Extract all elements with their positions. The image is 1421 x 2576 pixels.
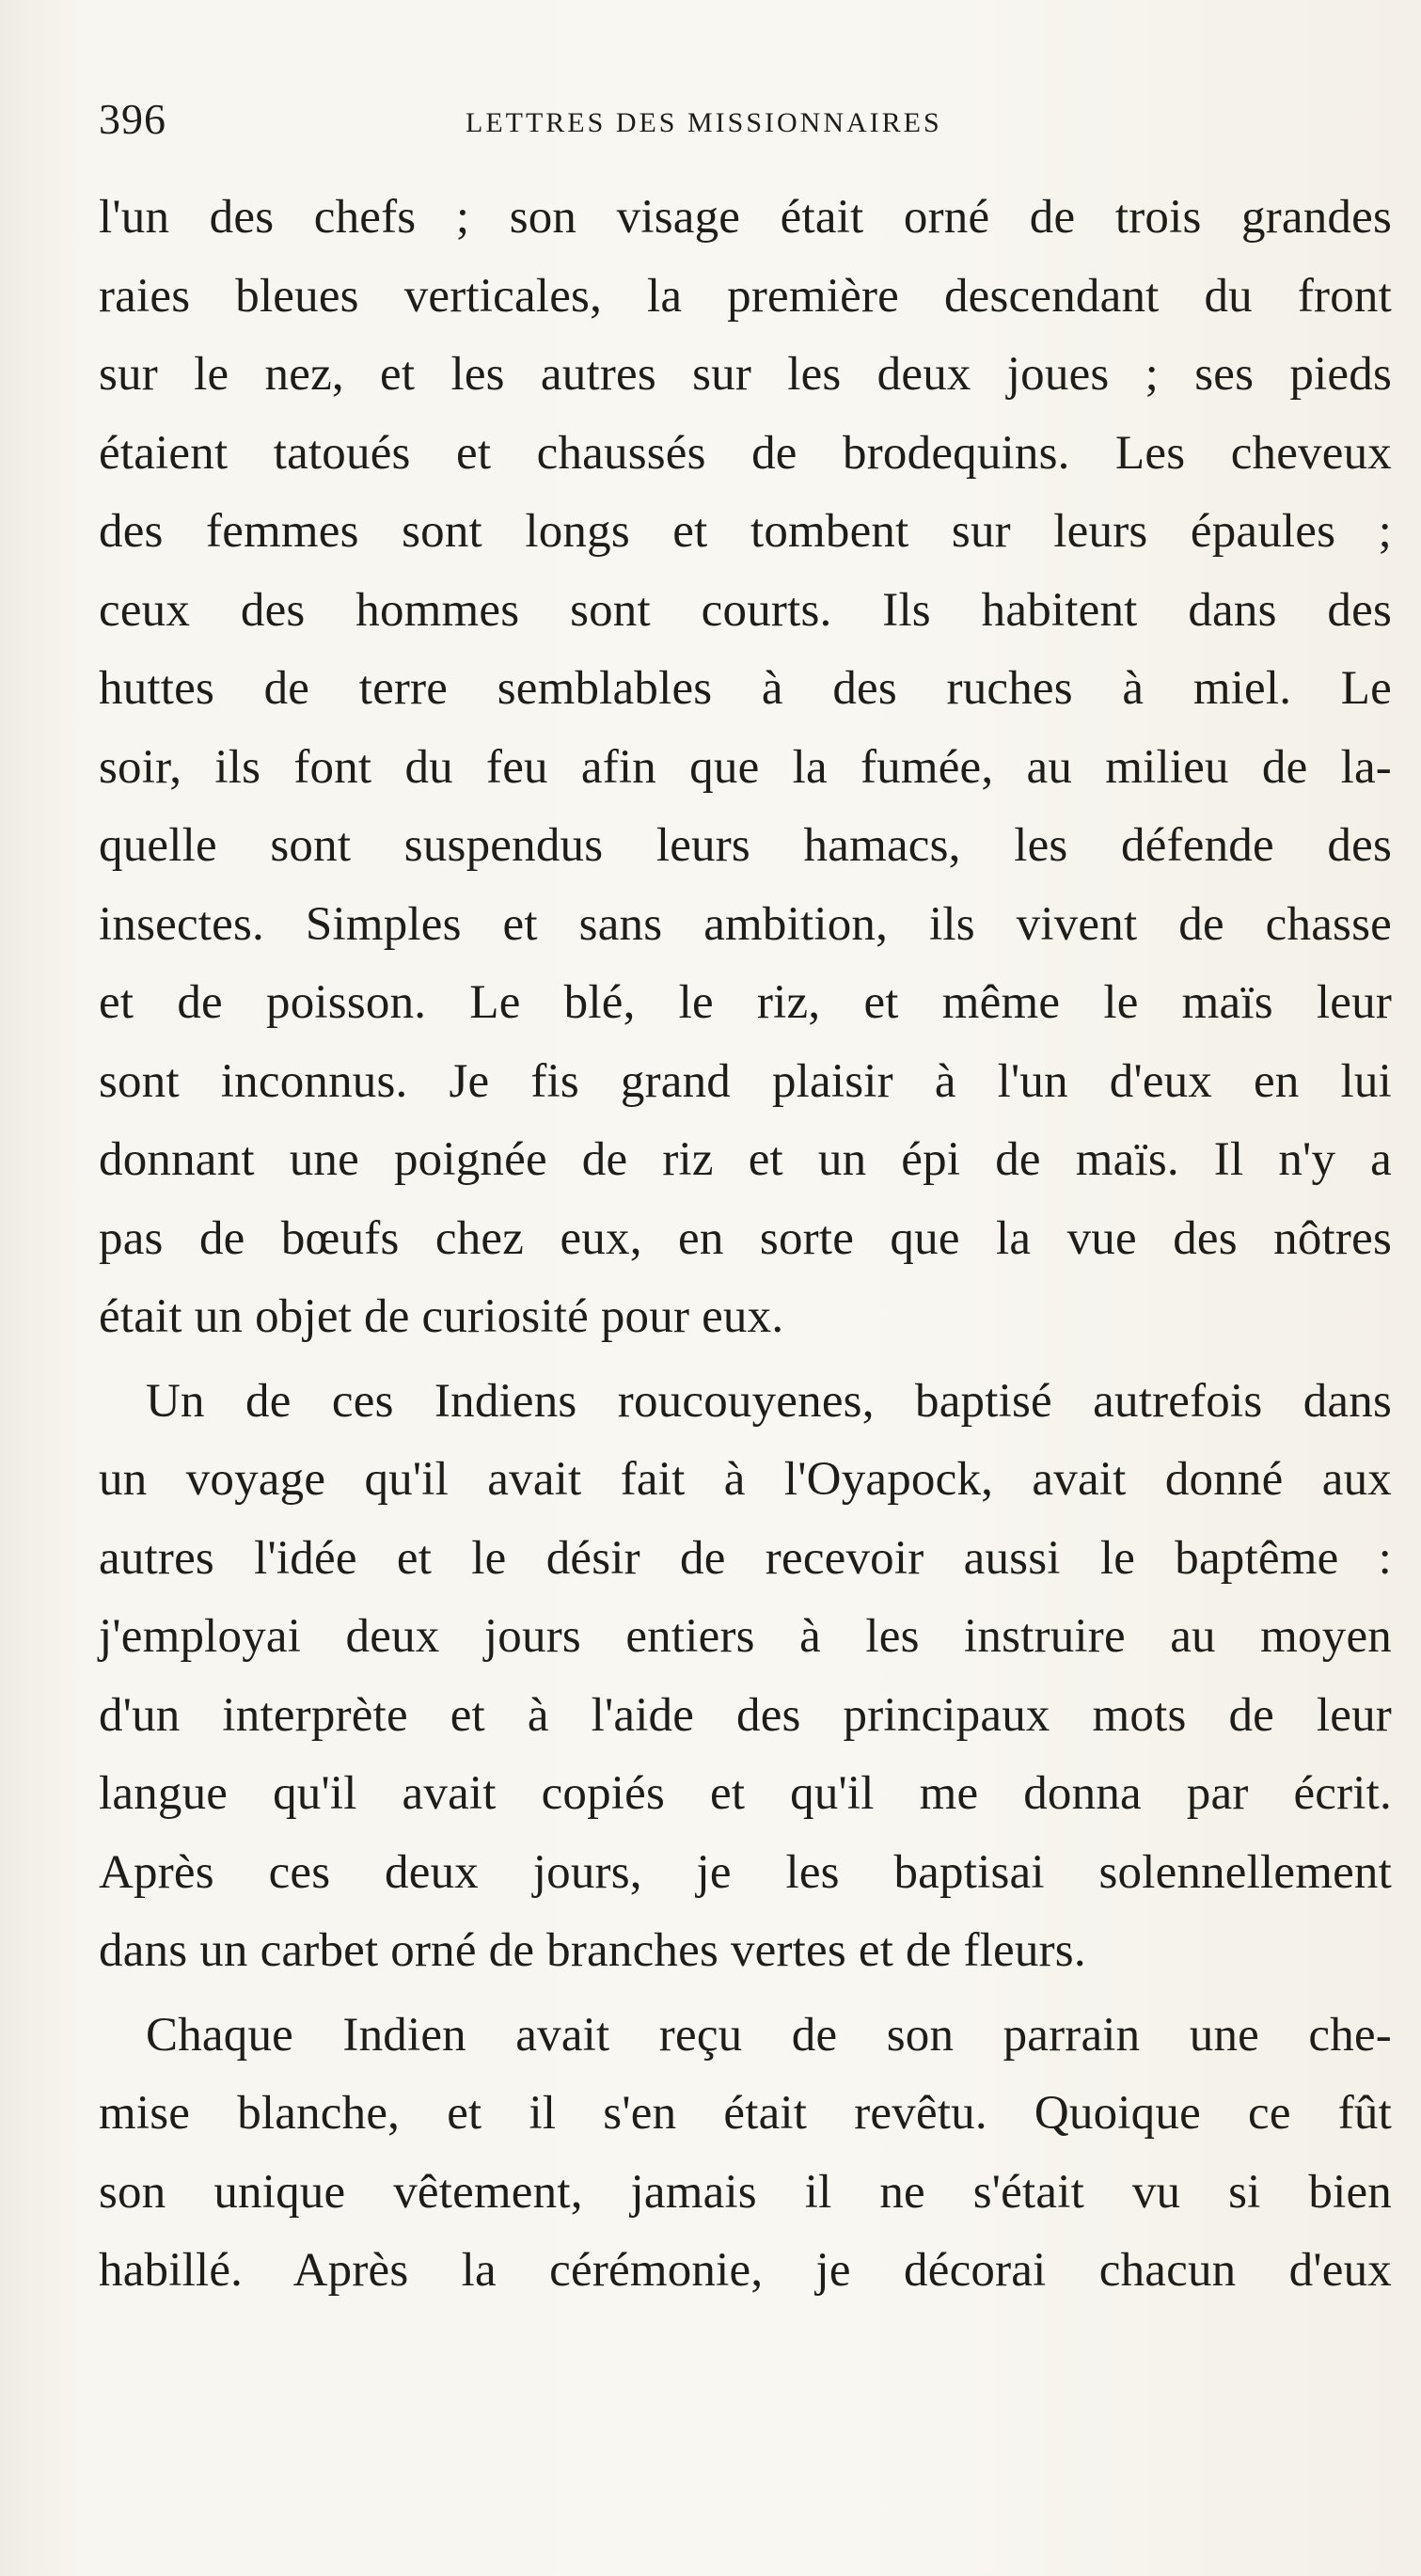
text-line: sont inconnus. Je fis grand plaisir à l'un d'eux en lui (99, 1054, 1392, 1108)
text-line: Chaque Indien avait reçu de son parrain une che- (146, 2008, 1392, 2062)
text-line: j'employai deux jours entiers à les instruire au moyen (99, 1610, 1392, 1663)
text-line: mise blanche, et il s'en était revêtu. Quoique ce fût (99, 2087, 1392, 2140)
text-line: et de poisson. Le blé, le riz, et même le maïs leur (99, 976, 1392, 1029)
text-line: d'un interprète et à l'aide des principaux mots de leur (99, 1688, 1392, 1742)
text-line: sur le nez, et les autres sur les deux joues ; ses pieds (99, 348, 1392, 401)
text-line: donnant une poignée de riz et un épi de maïs. Il n'y a (99, 1133, 1392, 1186)
body-text (99, 179, 1392, 2311)
text-line: Un de ces Indiens roucouyenes, baptisé autrefois dans (146, 1374, 1392, 1428)
text-line: raies bleues verticales, la première descendant du front (99, 269, 1392, 323)
text-line: des femmes sont longs et tombent sur leurs épaules ; (99, 505, 1392, 558)
text-line: insectes. Simples et sans ambition, ils vivent de chasse (99, 897, 1392, 951)
text-line: autres l'idée et le désir de recevoir aussi le baptême : (99, 1531, 1392, 1585)
text-line: son unique vêtement, jamais il ne s'était vu si bien (99, 2165, 1392, 2219)
text-line: ceux des hommes sont courts. Ils habitent dans des (99, 583, 1392, 637)
text-line: habillé. Après la cérémonie, je décorai chacun d'eux (99, 2244, 1392, 2297)
text-line: l'un des chefs ; son visage était orné de trois grandes (99, 191, 1392, 244)
text-line: Après ces deux jours, je les baptisai solennellement (99, 1845, 1392, 1899)
running-head: LETTRES DES MISSIONNAIRES (466, 107, 942, 138)
page-header (99, 94, 1397, 160)
text-line: pas de bœufs chez eux, en sorte que la vue des nôtres (99, 1211, 1392, 1265)
text-line: était un objet de curiosité pour eux. (99, 1290, 784, 1343)
page-number: 396 (99, 95, 166, 143)
text-line: un voyage qu'il avait fait à l'Oyapock, avait donné aux (99, 1453, 1392, 1506)
text-line: soir, ils font du feu afin que la fumée, au milieu de la- (99, 740, 1392, 794)
text-line: dans un carbet orné de branches vertes et de fleurs. (99, 1924, 1086, 1977)
text-line: langue qu'il avait copiés et qu'il me donna par écrit. (99, 1767, 1392, 1820)
text-line: étaient tatoués et chaussés de brodequins. Les cheveux (99, 426, 1392, 480)
text-line: quelle sont suspendus leurs hamacs, les défende des (99, 819, 1392, 872)
text-line: huttes de terre semblables à des ruches à miel. Le (99, 662, 1392, 715)
